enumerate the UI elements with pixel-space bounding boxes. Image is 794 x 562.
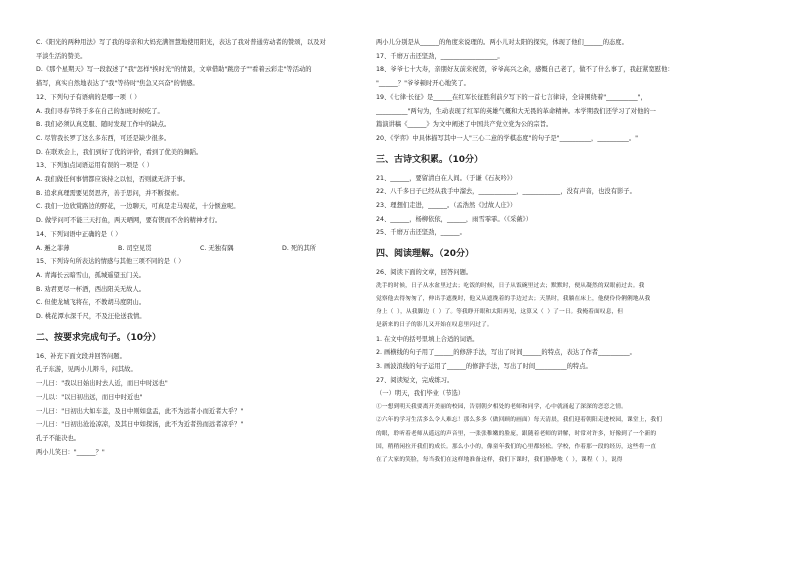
passage-line: ①一想到明天我要离开美丽的校园，告别朝夕相处的老师和同学，心中就涌起了深深的恋恋之情。 bbox=[376, 404, 628, 411]
left-questions-block-c bbox=[36, 350, 388, 460]
question-19: 19、《七律·长征》是______在红军长征胜利前夕写下的一首七言律诗，全诗围绕着"__________"， bbox=[376, 93, 647, 101]
question-22: 22、八千多日子已经从我手中溜去，____________，____________，没有声音，也没有影子。 bbox=[376, 188, 636, 196]
left-column bbox=[36, 36, 388, 459]
question-12: 12、下列句子有语病的是哪一项（ ） bbox=[36, 93, 141, 101]
option-line: C. 尽管我长罗了这么多东西，可还是缺少很多。 bbox=[36, 134, 171, 142]
passage-line: 洗手的时候，日子从水盆里过去；吃饭的时候，日子从饭碗里过去；默默时，便从凝然的双眼前过去。我 bbox=[376, 282, 645, 289]
passage-line: 孔子东游，见两小儿辩斗，问其故。 bbox=[36, 366, 137, 374]
right-questions-block-b bbox=[376, 172, 738, 241]
question-15: 15、下列诗句所表达的情感与其他三项不同的是（ ） bbox=[36, 258, 185, 266]
question-20: 20、《学弈》中具体描写其中一人"三心二意的学棋态度"的句子是"__________，__________。" bbox=[376, 134, 639, 142]
q14-option-d: D. 死的其所 bbox=[282, 244, 317, 252]
option-line: D. 做学问可不能三天打鱼，两天晒网，要有锲而不舍的精神才行。 bbox=[36, 217, 222, 225]
passage-line: 的眼，聆听着老师从遥远的声音里，一张张稚嫩的脸庞，跟随着老师的讲解，时常对许多，好像到了一个新的 bbox=[376, 430, 657, 437]
left-questions-block-a bbox=[36, 36, 388, 242]
passage-line: 一儿曰："我以日始出时去人近，而日中时远也" bbox=[36, 380, 168, 388]
option-line: C. 我们一边欣赏路边的野花，一边聊天，可真是走马观花，十分惬意呢。 bbox=[36, 203, 240, 211]
section-3-title: 三、古诗文积累。（10分） bbox=[376, 154, 484, 165]
q14-options bbox=[36, 242, 388, 256]
passage-title: （一）明天，我们毕业（节选） bbox=[376, 390, 465, 398]
question-25: 25、千磨万击还坚劲，______。 bbox=[376, 229, 466, 237]
question-16: 16、补充下面文段并回答问题。 bbox=[36, 352, 126, 360]
q14-option-b: B. 司空见贯 bbox=[118, 244, 152, 252]
reading-passage-2 bbox=[376, 401, 738, 467]
option-line: A. 青海长云暗雪山，孤城遥望玉门关。 bbox=[36, 271, 145, 279]
question-26: 26、阅读下面的文章，回答问题。 bbox=[376, 269, 473, 277]
subquestion-2: 2. 画横线的句子用了______的修辞手法，写出了时间______的特点，表达了作者__________。 bbox=[376, 349, 636, 357]
question-23: 23、理想们走进，______。（孟浩然《过故人庄》） bbox=[376, 202, 517, 210]
question-27: 27、阅读短文，完成练习。 bbox=[376, 376, 454, 384]
option-line: C. 但使龙城飞将在，不教胡马度阴山。 bbox=[36, 299, 146, 307]
section-4-title: 四、阅读理解。（20分） bbox=[376, 249, 475, 260]
option-line: A. 我们做任何事情都应该持之以恒，否则就无济于事。 bbox=[36, 176, 190, 184]
passage-line: 国，稍稍闲拉开我们的成长。那么小小的，像童年我们的心里都轻松。学校，作着那一段的经历，这些将一直 bbox=[376, 443, 657, 450]
text-line: 平淡生活的赞美。 bbox=[36, 52, 87, 60]
section-2-title: 二、按要求完成句子。（10分） bbox=[36, 332, 162, 343]
passage-line: 一儿以："以日初出远，而日中时近也" bbox=[36, 393, 143, 401]
option-line: B. 劝君更尽一杯酒，西出阳关无故人。 bbox=[36, 285, 146, 293]
q14-option-a: A. 邂之菲薄 bbox=[36, 244, 70, 252]
passage-line: 孔子不能决也。 bbox=[36, 434, 81, 442]
passage-line: 两小儿笑曰："______？" bbox=[36, 448, 105, 456]
passage-line: 在了大家的笑脸，每当我们在这样地准备这样，我们下课时，我们静静地（ ），课程（ ），说得 bbox=[376, 456, 623, 463]
option-line: B. 我们必须认真克服、随时发现工作中的缺点。 bbox=[36, 121, 171, 129]
text-line: 篇演讲稿《______》为文中阐述了中国共产党立党为公的宗旨。 bbox=[376, 121, 553, 129]
right-questions-block-d bbox=[376, 333, 738, 402]
option-line: A. 我们寻春节终于多在自己的加班时候吃了。 bbox=[36, 107, 164, 115]
subquestion-1: 1. 在文中的括号里填上合适的词语。 bbox=[376, 335, 479, 343]
subquestion-3: 3. 画波浪线的句子运用了______的修辞手法，写出了时间__________的特点。 bbox=[376, 363, 592, 371]
passage-line: 是新来的日子的影儿又开始在叹息里闪过了。 bbox=[376, 322, 493, 329]
passage-line: 一儿曰："日初出大如车盖，及日中则如盘盂，此不为远者小而近者大乎？" bbox=[36, 407, 244, 415]
passage-line: 身上（ ），从我脚边（ ）了。等我睁开眼和太阳再见，这算又（ ）了一日。我掩着面叹息，但 bbox=[376, 309, 624, 316]
question-21: 21、______，要留清白在人间。（于谦《石灰吟》） bbox=[376, 174, 517, 182]
text-line: __________"两句为，生动表现了红军的英雄气概和大无畏的革命精神。本学期我们还学习了对他的一 bbox=[376, 107, 656, 115]
passage-line: 一儿曰："日初出沧沧凉凉，及其日中如探汤，此不为近者热而远者凉乎？" bbox=[36, 421, 244, 429]
option-line: B. 追求真理需要见贤思齐，善于思问，并不断探索。 bbox=[36, 189, 183, 197]
left-questions-block-b bbox=[36, 255, 388, 324]
text-line: C.《阳光的两种用法》写了我的母亲和大妈充满智慧地使用阳光，表达了我对普通劳动者的赞颂，以及对 bbox=[36, 39, 326, 46]
question-14: 14、下列词语中正确的是（ ） bbox=[36, 230, 122, 238]
passage-line: 觉察他去得匆匆了，伸出手遮挽时，他又从遮挽着的手边过去；天黑时，我躺在床上，他便伶伶俐俐地从我 bbox=[376, 296, 651, 303]
question-17: 17、千磨万击还坚劲，__________________。 bbox=[376, 52, 504, 60]
text-line: "______？"爷爷顿时开心地笑了。 bbox=[376, 80, 470, 88]
reading-passage-1 bbox=[376, 280, 738, 333]
option-line: D. 桃花潭水深千尺，不及汪伦送我情。 bbox=[36, 313, 146, 321]
question-24: 24、______，杨柳依依，______，雨雪霏霏。（《采薇》） bbox=[376, 215, 532, 223]
passage-line: ②六年的学习生活多么令人难忘！那么多多（做回顾的画面）每天清晨，我们迎着朝阳走进校园，课堂上，我们 bbox=[376, 417, 663, 424]
right-questions-block-a bbox=[376, 36, 738, 146]
q14-option-c: C. 无独有隅 bbox=[200, 244, 234, 252]
text-line: 描写，真实自然地表达了"我"等待时"焦急又兴奋"的情感。 bbox=[36, 80, 199, 88]
text-line: D.《那个星期天》写一段叙述了"我"怎样"挨时光"的情景，文章借助"跳房子""看着云彩走"等活动的 bbox=[36, 66, 312, 74]
question-18: 18、爷爷七十大寿，亲朋好友前来祝贺，爷爷高兴之余，感慨自己老了，做不了什么事了，我赶紧宽慰他： bbox=[376, 66, 674, 74]
option-line: D. 在联欢会上，我们到好了优的评价，看到了优美的舞蹈。 bbox=[36, 148, 203, 156]
question-13: 13、下列加点词语运用有误的一项是（ ） bbox=[36, 162, 154, 170]
text-line: 两小儿分别是从______的角度来说理的。两小儿对太阳的探究，体现了他们______的态度。 bbox=[376, 39, 628, 46]
right-column bbox=[376, 36, 738, 467]
